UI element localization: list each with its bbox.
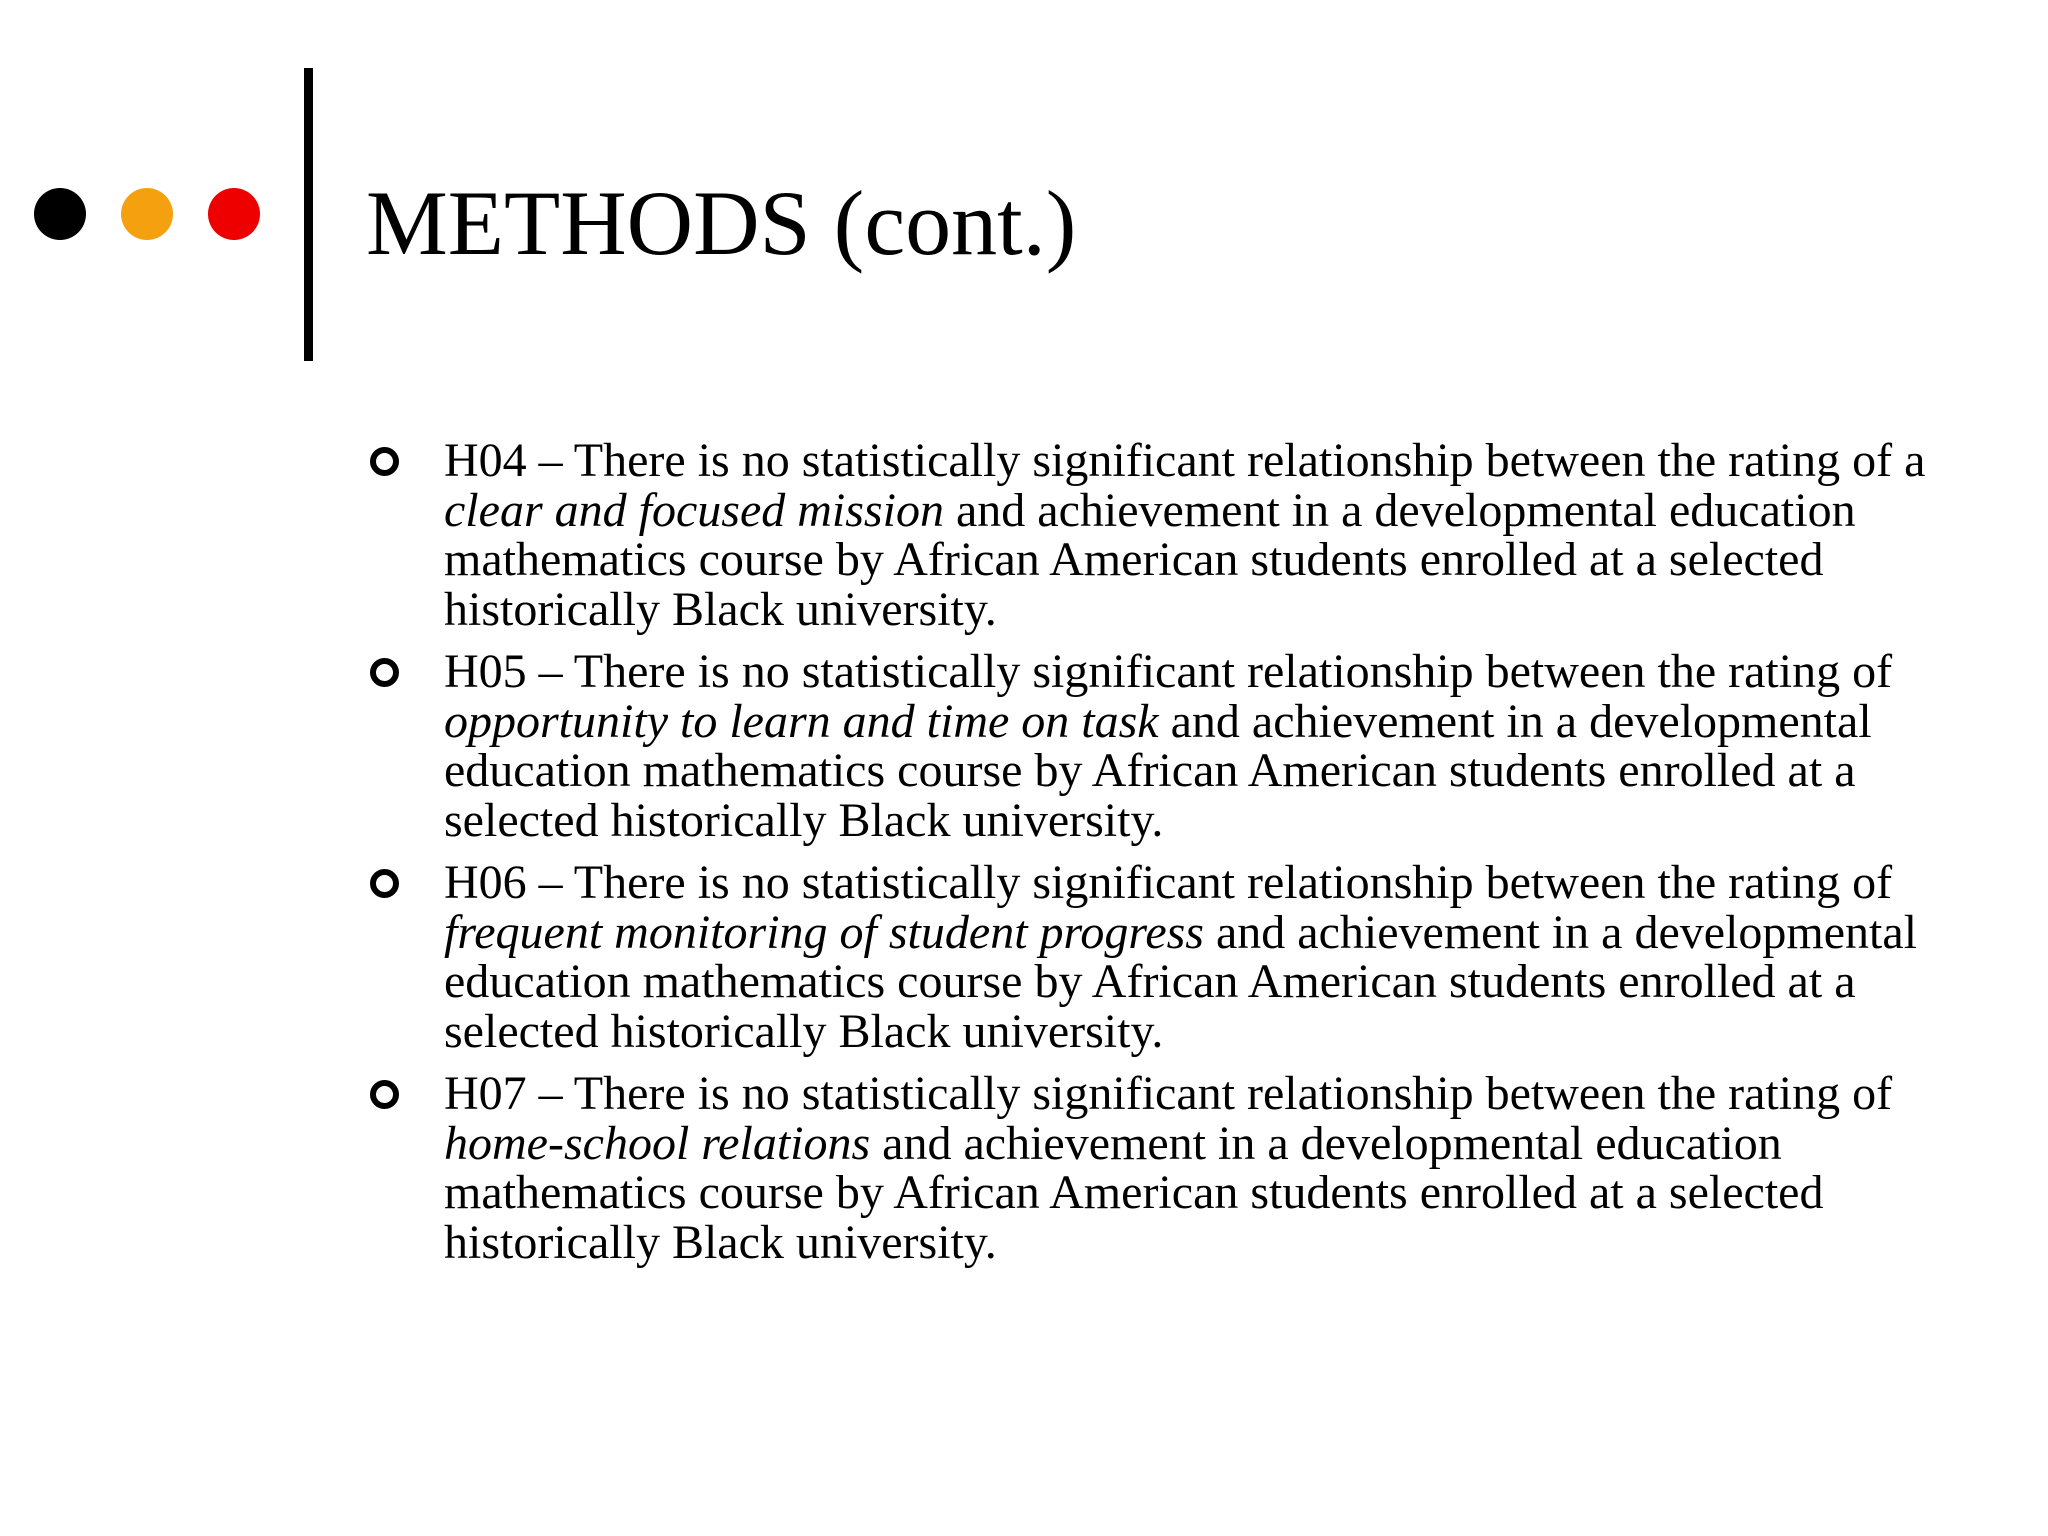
bullet-emphasis: clear and focused mission <box>444 483 944 537</box>
red-dot-icon <box>208 188 260 240</box>
hollow-circle-bullet-icon <box>370 447 399 476</box>
bullet-list <box>366 436 1926 1280</box>
bullet-text <box>444 858 1926 1056</box>
bullet-text-start: H06 – There is no statistically significant relationship between the rating of <box>444 856 1893 909</box>
bullet-text <box>444 647 1926 845</box>
bullet-text-start: H04 – There is no statistically significant relationship between the rating of a <box>444 434 1926 487</box>
black-dot-icon <box>34 188 86 240</box>
title-divider <box>304 68 313 361</box>
bullet-text <box>444 1069 1926 1267</box>
bullet-text-start: H05 – There is no statistically significant relationship between the rating of <box>444 645 1893 698</box>
orange-dot-icon <box>121 188 173 240</box>
list-item <box>366 858 1926 1056</box>
slide-title: METHODS (cont.) <box>366 172 1077 274</box>
bullet-emphasis: frequent monitoring of student progress <box>444 905 1204 959</box>
list-item <box>366 647 1926 845</box>
bullet-text-end: and achievement in a developmental education mathematics course by African American students enrolled at a selected historically Black university. <box>444 1116 1824 1269</box>
bullet-text-end: and achievement in a developmental education mathematics course by African American students enrolled at a selected historically Black university. <box>444 905 1918 1058</box>
bullet-text-end: and achievement in a developmental education mathematics course by African American students enrolled at a selected historically Black university. <box>444 483 1856 636</box>
list-item <box>366 436 1926 634</box>
list-item <box>366 1069 1926 1267</box>
bullet-text-end: and achievement in a developmental education mathematics course by African American students enrolled at a selected historically Black university. <box>444 694 1872 847</box>
hollow-circle-bullet-icon <box>370 869 399 898</box>
bullet-text <box>444 436 1926 634</box>
decorative-dots <box>34 186 295 242</box>
hollow-circle-bullet-icon <box>370 658 399 687</box>
hollow-circle-bullet-icon <box>370 1080 399 1109</box>
bullet-emphasis: opportunity to learn and time on task <box>444 694 1159 748</box>
bullet-text-start: H07 – There is no statistically significant relationship between the rating of <box>444 1067 1893 1120</box>
bullet-emphasis: home-school relations <box>444 1116 871 1170</box>
